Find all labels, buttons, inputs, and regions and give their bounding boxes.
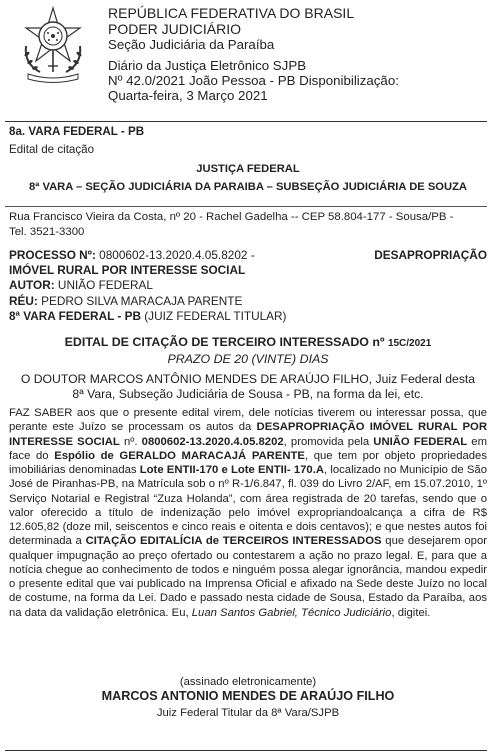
body-text: , que tem por objeto propriedades imobiliárias denominadas xyxy=(9,449,487,476)
intro-line: O DOUTOR MARCOS ANTÔNIO MENDES DE ARAÚJO FILHO, Juiz Federal desta xyxy=(20,372,476,386)
process-block xyxy=(9,248,487,324)
vara-subtitle: Edital de citação xyxy=(9,143,95,157)
signer-role: Juiz Federal Titular da 8ª Vara/SJPB xyxy=(156,707,340,719)
body-text: FAZ SABER aos que o presente edital virem, dele notícias tiverem ou interessar possa, que perante este Juízo se processam os autos da xyxy=(9,407,487,434)
header-gazette: Diário da Justiça Eletrônico SJPB xyxy=(108,57,307,73)
author-label: AUTOR: xyxy=(9,278,55,293)
body-text: nº. xyxy=(119,435,142,448)
court-label: 8ª VARA FEDERAL - PB xyxy=(9,308,141,323)
body-emphasis: Espólio de GERALDO MARACAJÁ PARENTE xyxy=(54,449,305,462)
gazette-header xyxy=(12,4,492,112)
header-date: Quarta-feira, 3 Março 2021 xyxy=(108,88,268,104)
defendant-label: RÉU: xyxy=(9,293,38,308)
header-issue: Nº 42.0/2021 João Pessoa - PB Disponibilização: xyxy=(108,73,399,88)
divider xyxy=(5,750,487,751)
signature-note: (assinado eletronicamente) xyxy=(179,676,317,688)
court-name: JUSTIÇA FEDERAL xyxy=(196,163,300,175)
vara-block xyxy=(9,125,487,158)
body-text: , digitei. xyxy=(391,606,431,619)
body-emphasis: DESAPROPRIAÇÃO IMÓVEL RURAL POR INTERESSE SOCIAL xyxy=(9,421,488,448)
edital-title-text: EDITAL DE CITAÇÃO DE TERCEIRO INTERESSADO nº xyxy=(64,335,388,349)
defendant-value: PEDRO SILVA MARACAJA PARENTE xyxy=(37,293,243,308)
edital-number: 15C/2021 xyxy=(387,338,432,349)
vara-title: 8a. VARA FEDERAL - PB xyxy=(9,125,145,138)
address-line: Rua Francisco Vieira da Costa, nº 20 - Rachel Gadelha -- CEP 58.804-177 - Sousa/PB - xyxy=(9,211,454,223)
process-number: 0800602-13.2020.4.05.8202 - xyxy=(95,248,255,262)
court-section: 8ª VARA – SEÇÃO JUDICIÁRIA DA PARAIBA – SUBSEÇÃO JUDICIÁRIA DE SOUZA xyxy=(28,181,467,194)
intro-line: 8ª Vara, Subseção Judiciária de Sousa - PB, na forma da lei, etc. xyxy=(72,387,424,401)
gazette-header-text xyxy=(108,6,488,104)
body-text: em face do xyxy=(9,435,487,462)
author-value: UNIÃO FEDERAL xyxy=(54,278,153,293)
signer-name: MARCOS ANTONIO MENDES DE ARAÚJO FILHO xyxy=(101,689,395,703)
body-emphasis: CITAÇÃO EDITALÍCIA de TERCEIROS INTERESSADOS xyxy=(85,535,382,548)
court-note: (JUIZ FEDERAL TITULAR) xyxy=(140,308,287,323)
court-block xyxy=(9,162,487,195)
edital-deadline: PRAZO DE 20 (VINTE) DIAS xyxy=(167,352,329,366)
edital-intro xyxy=(9,372,487,402)
edital-title xyxy=(9,335,487,351)
body-emphasis: 0800602-13.2020.4.05.8202 xyxy=(141,435,284,448)
body-emphasis: UNIÃO FEDERAL xyxy=(373,435,468,448)
divider xyxy=(5,206,487,207)
body-text: que desejarem opor qualquer impugnação ao preço ofertado ou contestarem a ação no prazo legal. E, para que a notícia chegue ao conhecimento de todos e ninguém possa alegar ignorância, mandou expedir o presente edital que vai publicado na Imprensa Oficial e afixado na Sede deste Juízo no local de costume, na forma da Lei. Dado e passado nesta cidade de Sousa, Estado da Paraíba, aos na data da validação eletrônica. Eu, xyxy=(9,535,487,619)
address-block xyxy=(9,210,487,241)
body-text: , localizado no Município de São José de Piranhas-PB, na Matrícula sob o nº R-1/6.847, fl. 039 do Livro 2/AF, em 15.07.2010, 1º Serviço Notarial e Registral “Zuza Holanda”, com área registrada de 20 tarefas, sendo que o valor oferecido a título de indenização pelo imóvel expropriandoalcança a cifra de R$ 12.605,82 (doze mil, seiscentos e cinco reais e oitenta e dois centavos); e que nestes autos foi determinada a xyxy=(9,464,487,548)
process-type-cont: IMÓVEL RURAL POR INTERESSE SOCIAL xyxy=(9,263,246,278)
edital-body xyxy=(9,406,487,620)
process-type: DESAPROPRIAÇÃO xyxy=(374,248,487,262)
body-emphasis: Lote ENTII-170 e Lote ENTII- 170.A xyxy=(139,464,325,476)
brazil-coat-of-arms-icon xyxy=(18,6,88,84)
body-text: , promovida pela xyxy=(283,435,374,448)
process-label: PROCESSO Nº: xyxy=(9,248,96,262)
divider xyxy=(5,121,487,122)
header-power: PODER JUDICIÁRIO xyxy=(108,20,242,37)
header-section: Seção Judiciária da Paraíba xyxy=(108,37,275,53)
body-clerk: Luan Santos Gabriel, Técnico Judiciário xyxy=(191,606,392,619)
header-country: REPÚBLICA FEDERATIVA DO BRASIL xyxy=(108,5,355,21)
phone-line: Tel. 3521-3300 xyxy=(9,226,85,239)
